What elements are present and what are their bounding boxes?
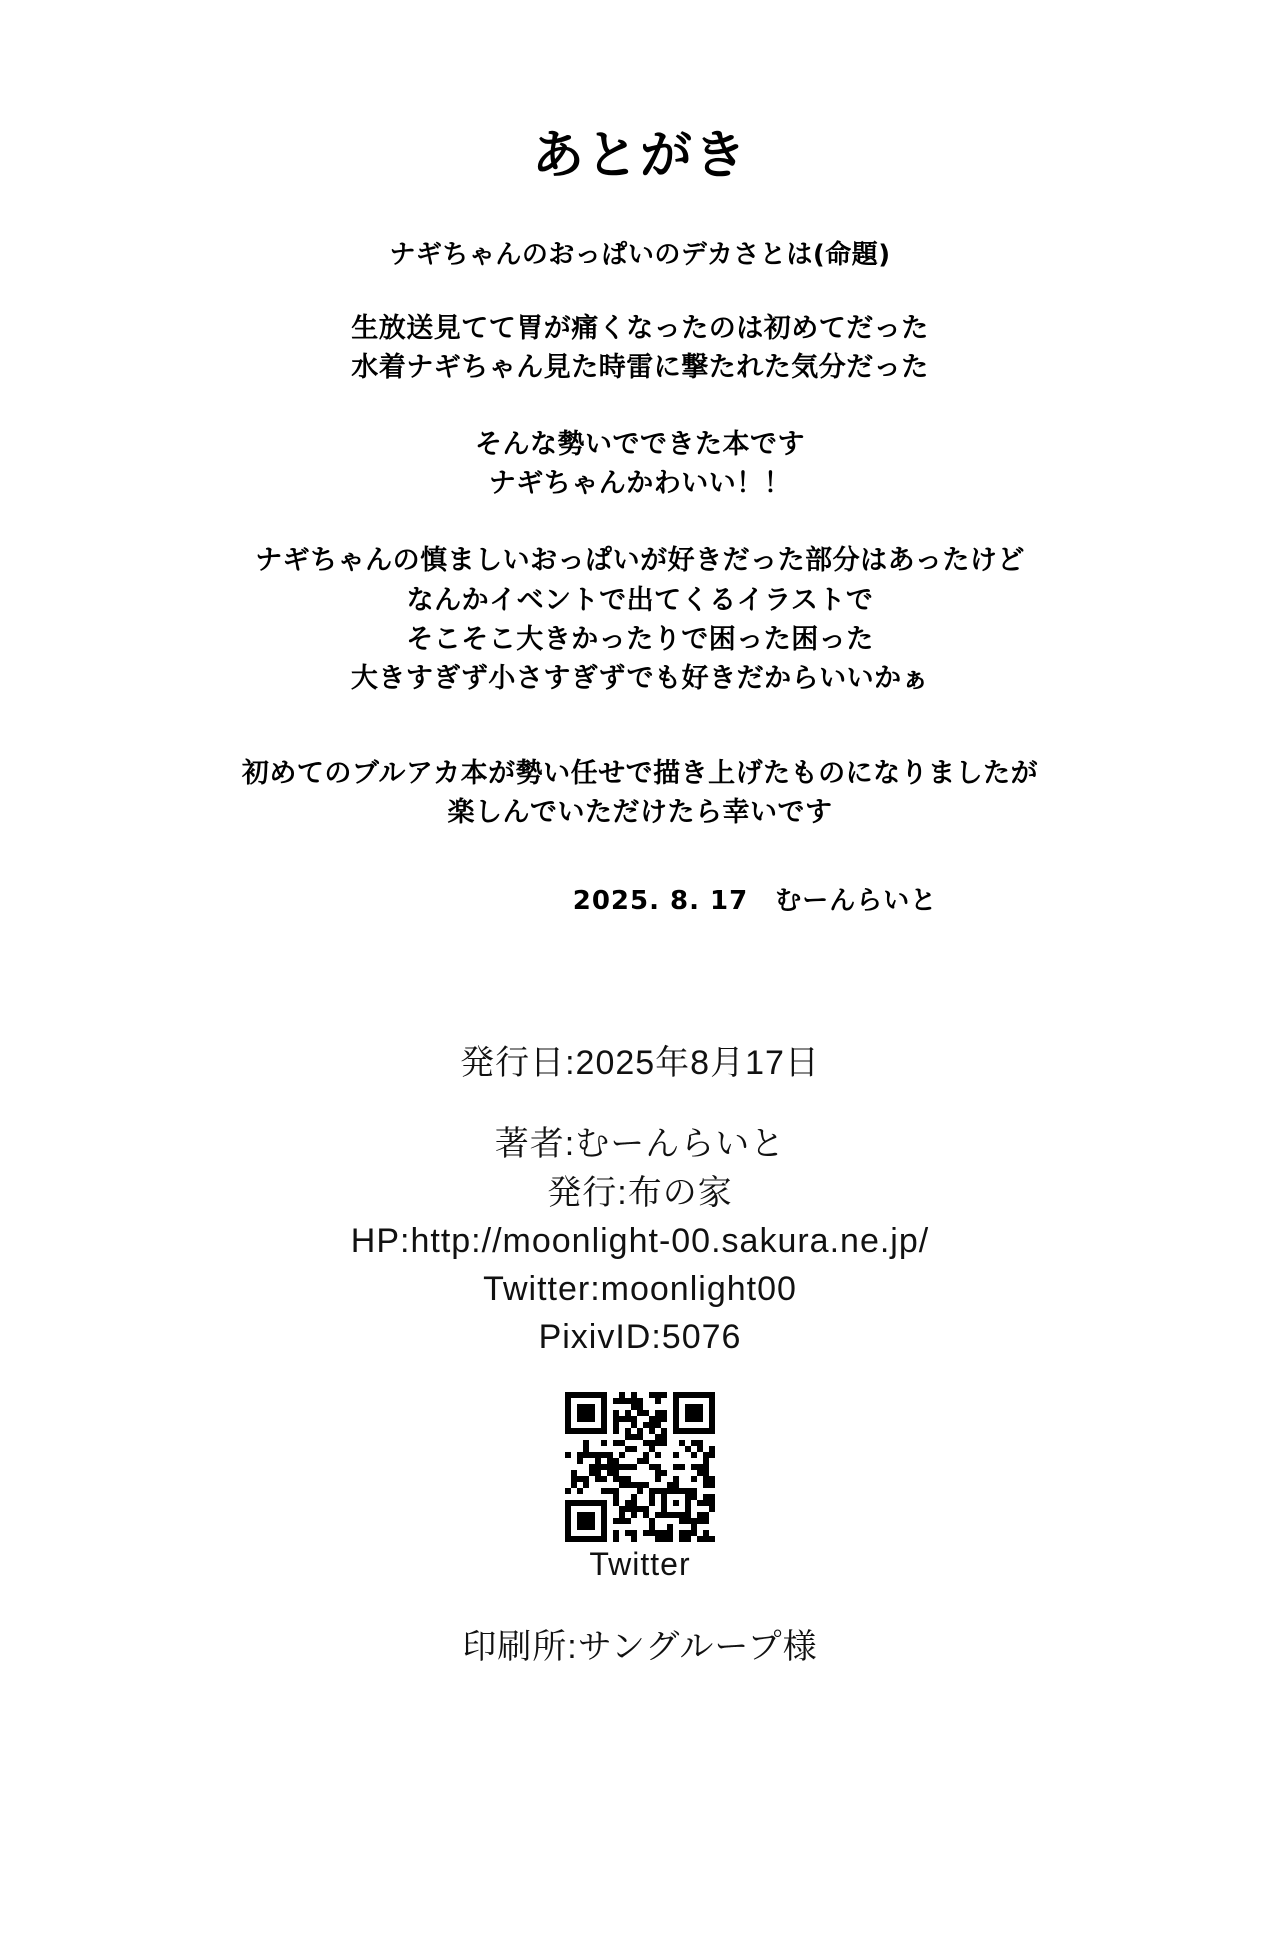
afterword-subtitle: ナギちゃんのおっぱいのデカさとは(命題) — [389, 240, 891, 271]
afterword-paragraph-3 — [0, 541, 1280, 698]
afterword-line: 水着ナギちゃん見た時雷に撃たれた気分だった — [351, 352, 929, 384]
publish-date: 発行日:2025年8月17日 — [460, 1044, 820, 1083]
colophon — [0, 1035, 1280, 1667]
afterword-paragraph-1 — [0, 309, 1280, 387]
colophon-homepage: HP:http://moonlight-00.sakura.ne.jp/ — [350, 1221, 930, 1260]
afterword-line: 大きすぎず小さすぎずでも好きだからいいかぁ — [350, 662, 930, 694]
afterword-line: 楽しんでいただけたら幸いです — [447, 797, 833, 829]
twitter-qr-code-icon — [565, 1392, 715, 1542]
afterword-line: ナギちゃんかわいい！！ — [488, 468, 792, 500]
qr-code-block — [0, 1392, 1280, 1583]
afterword-line: ナギちゃんの慎ましいおっぱいが好きだった部分はあったけど — [255, 545, 1025, 577]
afterword-line: 初めてのブルアカ本が勢い任せで描き上げたものになりましたが — [241, 758, 1039, 789]
afterword-paragraph-4 — [0, 754, 1280, 832]
colophon-twitter: Twitter:moonlight00 — [483, 1270, 797, 1309]
document-page — [0, 128, 1280, 1936]
afterword-paragraph-2 — [0, 425, 1280, 503]
afterword-line: そんな勢いでできた本です — [475, 429, 805, 461]
afterword-line: なんかイベントで出てくるイラストで — [406, 584, 874, 616]
afterword-line: 生放送見てて胃が痛くなったのは初めてだった — [351, 312, 929, 344]
colophon-info — [0, 1120, 1280, 1361]
page-title: あとがき — [531, 126, 748, 186]
qr-caption: Twitter — [589, 1545, 691, 1582]
author-signature: 2025. 8. 17 むーんらいと — [572, 886, 938, 917]
afterword-line: そこそこ大きかったりで困った困った — [406, 623, 874, 655]
colophon-author: 著者:むーんらいと — [494, 1125, 786, 1164]
colophon-pixiv-id: PixivID:5076 — [538, 1318, 742, 1357]
printer-info: 印刷所:サングループ様 — [462, 1627, 818, 1666]
colophon-publisher: 発行:布の家 — [547, 1173, 733, 1212]
